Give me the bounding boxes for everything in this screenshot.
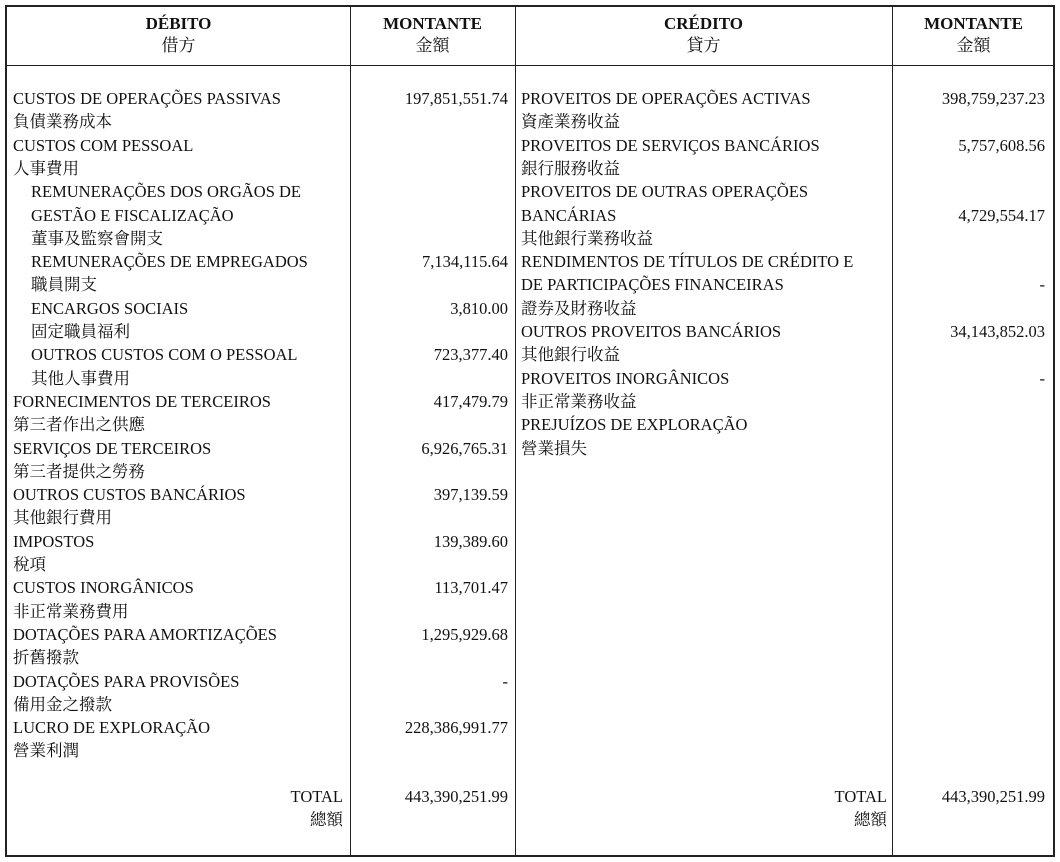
debit-line-label: IMPOSTOS (13, 531, 95, 551)
debit-line-amount: 723,377.40 (433, 345, 508, 365)
credit-total-zh: 總額 (854, 810, 887, 829)
debit-line-label: DOTAÇÕES PARA PROVISÕES (13, 671, 240, 691)
debit-line-label: LUCRO DE EXPLORAÇÃO (13, 718, 211, 738)
debit-line-label: 折舊撥款 (13, 648, 79, 668)
credit-line-label: PROVEITOS DE SERVIÇOS BANCÁRIOS (521, 135, 820, 155)
credit-total-pt: TOTAL (834, 787, 887, 806)
credit-line-label: BANCÁRIAS (521, 205, 617, 225)
debit-line-amount: 139,389.60 (433, 531, 508, 551)
debit-header (7, 7, 350, 65)
credit-line-label: 營業損失 (521, 438, 587, 458)
amount2-header-pt: MONTANTE (924, 14, 1023, 33)
credit-line-label: PROVEITOS DE OPERAÇÕES ACTIVAS (521, 89, 811, 108)
debit-line-label: 固定職員福利 (31, 322, 130, 341)
credit-line-amount: - (1039, 368, 1045, 388)
column-divider (515, 7, 516, 855)
debit-total-label (7, 785, 343, 831)
debit-line-label: 負債業務成本 (13, 112, 112, 132)
debit-line-label: REMUNERAÇÕES DE EMPREGADOS (31, 252, 308, 272)
credit-line-label: PROVEITOS DE OUTRAS OPERAÇÕES (521, 182, 809, 202)
debit-header-pt: DÉBITO (145, 14, 212, 33)
debit-line-label: 董事及監察會開支 (31, 228, 163, 248)
amount2-header-zh: 金額 (956, 36, 991, 55)
debit-line-amount: 1,295,929.68 (421, 624, 508, 644)
debit-line-label: 稅項 (13, 555, 46, 574)
debit-line-label: 備用金之撥款 (13, 694, 112, 714)
debit-line-label: OUTROS CUSTOS COM O PESSOAL (31, 345, 298, 365)
credit-line-label: RENDIMENTOS DE TÍTULOS DE CRÉDITO E (521, 252, 854, 272)
debit-line-amount: - (502, 671, 508, 691)
debit-header-zh: 借方 (161, 36, 196, 55)
debit-line-amount: 7,134,115.64 (421, 252, 508, 272)
debit-line-amount: 228,386,991.77 (404, 718, 508, 738)
debit-line-amount: 397,139.59 (433, 485, 508, 505)
credit-line-label: OUTROS PROVEITOS BANCÁRIOS (521, 322, 782, 341)
debit-line-label: CUSTOS COM PESSOAL (13, 135, 194, 155)
debit-line-label: 人事費用 (13, 158, 79, 178)
credit-line-label: 資產業務收益 (521, 112, 620, 132)
credit-line-amount: 398,759,237.23 (941, 89, 1045, 108)
credit-line-amount: - (1039, 275, 1045, 295)
debit-line-label: 其他銀行費用 (13, 508, 112, 528)
income-statement-table (5, 5, 1055, 857)
debit-line-amount: 113,701.47 (434, 578, 508, 598)
debit-line-label: 營業利潤 (13, 741, 79, 761)
credit-total-label (515, 785, 887, 831)
debit-amount-header (350, 7, 515, 65)
credit-line-label: 銀行服務收益 (521, 158, 620, 178)
debit-line-label: 職員開支 (31, 275, 97, 295)
debit-line-label: 第三者作出之供應 (13, 415, 145, 435)
debit-line-label: 第三者提供之勞務 (13, 461, 145, 481)
credit-line-amount: 4,729,554.17 (958, 205, 1045, 225)
debit-line-label: DOTAÇÕES PARA AMORTIZAÇÕES (13, 624, 277, 644)
debit-line-amount: 197,851,551.74 (404, 89, 508, 108)
credit-line-label: PROVEITOS INORGÂNICOS (521, 368, 730, 388)
credit-header-pt: CRÉDITO (663, 14, 744, 33)
amount-header-zh: 金額 (415, 36, 450, 55)
header-divider (7, 65, 1053, 66)
debit-total-amount: 443,390,251.99 (404, 787, 508, 806)
credit-header-zh: 貸方 (686, 36, 721, 55)
credit-line-amount: 34,143,852.03 (950, 322, 1045, 341)
credit-line-label: DE PARTICIPAÇÕES FINANCEIRAS (521, 275, 784, 295)
credit-total-amount: 443,390,251.99 (941, 787, 1045, 806)
debit-line-amount: 417,479.79 (433, 391, 508, 411)
debit-line-label: GESTÃO E FISCALIZAÇÃO (31, 205, 234, 225)
debit-line-label: CUSTOS INORGÂNICOS (13, 578, 194, 598)
debit-line-label: FORNECIMENTOS DE TERCEIROS (13, 391, 271, 411)
debit-line-label: 非正常業務費用 (13, 601, 129, 621)
debit-line-label: CUSTOS DE OPERAÇÕES PASSIVAS (13, 89, 281, 108)
debit-line-amount: 6,926,765.31 (421, 438, 508, 458)
credit-header (515, 7, 892, 65)
debit-total-zh: 總額 (310, 810, 343, 829)
debit-line-label: SERVIÇOS DE TERCEIROS (13, 438, 212, 458)
credit-line-amount: 5,757,608.56 (958, 135, 1045, 155)
debit-line-amount: 3,810.00 (450, 298, 508, 318)
debit-line-label: ENCARGOS SOCIAIS (31, 298, 189, 318)
credit-line-label: 非正常業務收益 (521, 391, 637, 411)
debit-line-label: REMUNERAÇÕES DOS ORGÃOS DE (31, 182, 301, 202)
amount-header-pt: MONTANTE (383, 14, 482, 33)
credit-amount-header (892, 7, 1055, 65)
debit-total-pt: TOTAL (290, 787, 343, 806)
credit-line-label: 證券及財務收益 (521, 298, 637, 318)
credit-line-label: 其他銀行收益 (521, 345, 620, 365)
credit-line-label: PREJUÍZOS DE EXPLORAÇÃO (521, 415, 748, 435)
credit-line-label: 其他銀行業務收益 (521, 228, 653, 248)
debit-line-label: OUTROS CUSTOS BANCÁRIOS (13, 485, 246, 505)
debit-line-label: 其他人事費用 (31, 368, 130, 388)
